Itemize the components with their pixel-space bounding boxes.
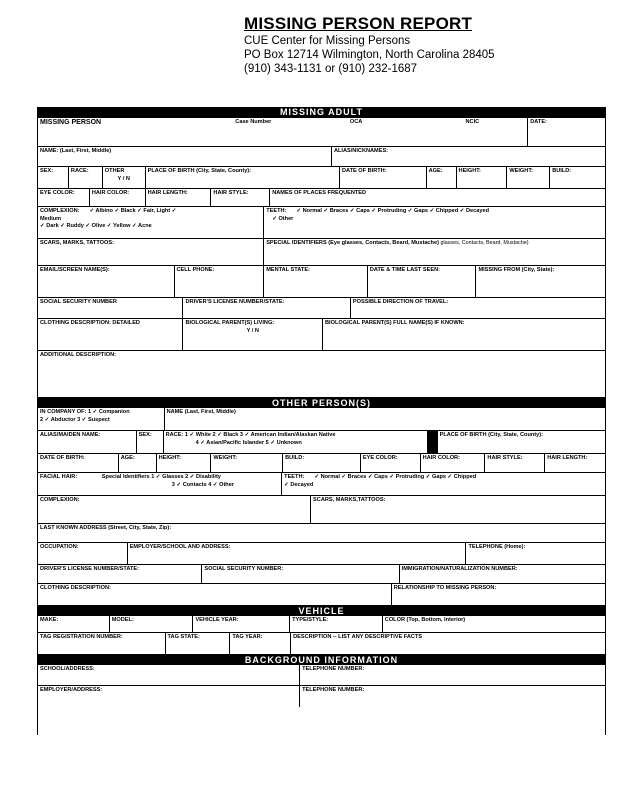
other-race-field[interactable]	[163, 431, 427, 453]
other-drivers-license-field[interactable]: DRIVER'S LICENSE NUMBER/STATE:	[40, 566, 140, 572]
scars-field[interactable]: SCARS, MARKS, TATTOOS:	[40, 240, 114, 246]
oca-field[interactable]: OCA	[349, 119, 363, 125]
in-company-line-1: IN COMPANY OF: 1 ✓ Companion	[40, 409, 130, 415]
ssn-row	[38, 297, 605, 318]
bio-parent-living-label: BIOLOGICAL PARENT(S) LIVING:	[185, 320, 275, 326]
org-phone: (910) 343-1131 or (910) 232-1687	[244, 63, 418, 75]
complexion-label: COMPLEXION:	[40, 208, 80, 214]
divider-bar	[427, 431, 437, 453]
other-teeth-field[interactable]	[281, 473, 605, 495]
other-race-line-2: 4 ✓ Asian/Pacific Islander 5 ✓ Unknown	[195, 439, 302, 446]
ssn-field[interactable]: SOCIAL SECURITY NUMBER	[40, 299, 117, 305]
section-vehicle: VEHICLE	[38, 605, 605, 615]
date-field[interactable]: DATE:	[527, 118, 605, 146]
other-field[interactable]	[102, 167, 145, 188]
eye-hair-row	[38, 188, 605, 206]
bio-parent-living-field[interactable]	[182, 319, 322, 350]
other-special-identifiers-field[interactable]	[100, 473, 281, 495]
other-dob-row	[38, 453, 605, 472]
other-clothing-row	[38, 583, 605, 605]
section-other-persons: OTHER PERSON(S)	[38, 397, 605, 407]
org-name: CUE Center for Missing Persons	[244, 35, 411, 47]
complexion-options-1: ✓ Albino ✓ Black ✓ Fair, Light ✓	[89, 208, 177, 214]
employer-address-field[interactable]: EMPLOYER/ADDRESS:	[40, 687, 103, 693]
school-row	[38, 664, 605, 685]
relationship-field[interactable]: RELATIONSHIP TO MISSING PERSON:	[391, 584, 605, 605]
missing-person-row	[38, 117, 605, 146]
section-missing-adult: MISSING ADULT	[38, 107, 605, 117]
facial-hair-field[interactable]: FACIAL HAIR:	[40, 474, 78, 480]
other-teeth-label: TEETH:	[284, 474, 305, 480]
employer-school-field[interactable]: EMPLOYER/SCHOOL AND ADDRESS:	[127, 543, 466, 564]
facial-hair-row	[38, 472, 605, 495]
additional-description-field[interactable]: ADDITIONAL DESCRIPTION:	[40, 352, 117, 358]
vehicle-description-field[interactable]: DESCRIPTION -- LIST ANY DESCRIPTIVE FACTS	[290, 633, 605, 654]
in-company-row	[38, 407, 605, 430]
make-field[interactable]: MAKE:	[40, 617, 59, 623]
tag-state-field[interactable]: TAG STATE:	[165, 633, 230, 654]
age-field[interactable]: AGE:	[426, 167, 456, 188]
tag-year-field[interactable]: TAG YEAR:	[229, 633, 290, 654]
hair-color-field[interactable]: HAIR COLOR:	[89, 189, 145, 206]
in-company-line-2: 2 ✓ Abductor 3 ✓ Suspect	[40, 416, 110, 423]
other-race-line-1: RACE: 1 ✓ White 2 ✓ Black 3 ✓ American Indian/Alaskan Native	[165, 432, 336, 438]
teeth-other: ✓ Other	[272, 215, 294, 222]
last-address-field[interactable]: LAST KNOWN ADDRESS (Street, City, State, Zip):	[40, 525, 172, 531]
missing-from-field[interactable]: MISSING FROM (City, State):	[475, 266, 605, 297]
email-row	[38, 265, 605, 297]
alias-race-row	[38, 430, 605, 453]
sex-field[interactable]: SEX:	[40, 168, 54, 174]
mental-state-field[interactable]: MENTAL STATE:	[263, 266, 367, 297]
other-label: OTHER	[104, 168, 125, 174]
hair-length-field[interactable]: HAIR LENGTH:	[145, 189, 211, 206]
type-style-field[interactable]: TYPE/STYLE:	[289, 616, 382, 632]
report-title: MISSING PERSON REPORT	[244, 14, 473, 33]
vehicle-color-field[interactable]: COLOR (Top, Bottom, Interior)	[382, 616, 605, 632]
clothing-field[interactable]: CLOTHING DESCRIPTION: DETAILED	[40, 320, 140, 326]
other-alias-field[interactable]: ALIAS/MAIDEN NAME:	[40, 432, 101, 438]
last-address-row	[38, 523, 605, 542]
other-hair-style-field[interactable]: HAIR STYLE:	[484, 454, 544, 472]
weight-field[interactable]: WEIGHT:	[506, 167, 549, 188]
missing-person-label: MISSING PERSON	[40, 119, 102, 126]
direction-of-travel-field[interactable]: POSSIBLE DIRECTION OF TRAVEL:	[350, 298, 605, 318]
other-teeth-options: ✓ Normal ✓ Braces ✓ Caps ✓ Protruding ✓ Gaps ✓ Chipped	[314, 474, 477, 480]
special-identifiers-field[interactable]	[263, 239, 605, 265]
other-hair-color-field[interactable]: HAIR COLOR:	[420, 454, 485, 472]
eye-color-field[interactable]: EYE COLOR:	[40, 190, 75, 196]
dob-field[interactable]: DATE OF BIRTH:	[339, 167, 426, 188]
other-height-field[interactable]: HEIGHT:	[156, 454, 211, 472]
scars-row	[38, 238, 605, 265]
vehicle-row-2	[38, 632, 605, 654]
other-complexion-row	[38, 495, 605, 523]
employer-row	[38, 685, 605, 707]
other-dob-field[interactable]: DATE OF BIRTH:	[40, 455, 85, 461]
complexion-field[interactable]	[38, 207, 263, 238]
other-dl-row	[38, 564, 605, 583]
other-eye-color-field[interactable]: EYE COLOR:	[360, 454, 420, 472]
other-age-field[interactable]: AGE:	[118, 454, 156, 472]
clothing-row	[38, 318, 605, 350]
model-field[interactable]: MODEL:	[109, 616, 193, 632]
occupation-field[interactable]: OCCUPATION:	[40, 544, 79, 550]
bio-parent-living-yn: Y / N	[246, 327, 259, 334]
other-clothing-field[interactable]: CLOTHING DESCRIPTION:	[40, 585, 111, 591]
section-background: BACKGROUND INFORMATION	[38, 654, 605, 664]
vehicle-row-1	[38, 615, 605, 632]
other-sex-field[interactable]: SEX:	[136, 431, 163, 453]
report-form	[37, 107, 606, 735]
immigration-number-field[interactable]: IMMIGRATION/NATURALIZATION NUMBER:	[399, 565, 605, 583]
other-hair-length-field[interactable]: HAIR LENGTH:	[544, 454, 605, 472]
employer-telephone-field[interactable]: TELEPHONE NUMBER:	[299, 686, 605, 707]
name-field[interactable]: NAME: (Last, First, Middle)	[40, 148, 112, 154]
other-yn: Y / N	[117, 175, 130, 182]
teeth-options: ✓ Normal ✓ Braces ✓ Caps ✓ Protruding ✓ Gaps ✓ Chipped ✓ Decayed	[296, 208, 489, 214]
additional-row	[38, 350, 605, 397]
school-telephone-field[interactable]: TELEPHONE NUMBER:	[299, 665, 605, 685]
date-time-last-seen-field[interactable]: DATE & TIME LAST SEEN:	[367, 266, 476, 297]
complexion-medium: Medium	[40, 215, 62, 222]
other-scars-field[interactable]: SCARS, MARKS,TATTOOS:	[310, 496, 605, 523]
hair-style-field[interactable]: HAIR STYLE:	[210, 189, 269, 206]
other-special-identifiers-line-2: 3 ✓ Contacts 4 ✓ Other	[171, 481, 235, 488]
ncic-field[interactable]: NCIC	[465, 119, 480, 125]
bio-parent-name-field[interactable]: BIOLOGICAL PARENT(S) FULL NAME(S) IF KNOWN:	[322, 319, 605, 350]
complexion-teeth-row	[38, 206, 605, 238]
drivers-license-field[interactable]: DRIVER'S LICENSE NUMBER/STATE:	[182, 298, 349, 318]
school-address-field[interactable]: SCHOOL/ADDRESS:	[40, 666, 95, 672]
in-company-field[interactable]	[38, 408, 164, 430]
name-row	[38, 146, 605, 166]
teeth-label: TEETH:	[266, 208, 287, 214]
other-ssn-field[interactable]: SOCIAL SECURITY NUMBER:	[201, 565, 398, 583]
org-address: PO Box 12714 Wilmington, North Carolina 28405	[244, 49, 495, 61]
height-field[interactable]: HEIGHT:	[456, 167, 507, 188]
other-complexion-field[interactable]: COMPLEXION:	[40, 497, 80, 503]
vehicle-year-field[interactable]: VEHICLE YEAR:	[192, 616, 289, 632]
other-name-field[interactable]: NAME (Last, First, Middle)	[164, 408, 605, 430]
place-of-birth-field[interactable]: PLACE OF BIRTH (City, State, County):	[145, 167, 339, 188]
build-field[interactable]: BUILD:	[549, 167, 605, 188]
alias-field[interactable]: ALIAS/NICKNAMES:	[331, 147, 605, 166]
other-special-identifiers-line-1: Special Identifiers 1 ✓ Glasses 2 ✓ Disability	[101, 474, 221, 480]
other-weight-field[interactable]: WEIGHT:	[210, 454, 282, 472]
other-place-of-birth-field[interactable]: PLACE OF BIRTH (City, State, County):	[437, 431, 605, 453]
sex-race-row	[38, 166, 605, 188]
special-identifiers-label: SPECIAL IDENTIFIERS (Eye glasses, Contacts, Beard, Mustache)	[266, 240, 439, 246]
special-identifiers-extra: glasses, Contacts, Beard, Mustache)	[440, 240, 529, 246]
case-number-field[interactable]: Case Number	[235, 119, 272, 125]
telephone-home-field[interactable]: TELEPHONE (Home):	[465, 543, 605, 564]
other-teeth-decayed: ✓ Decayed	[284, 481, 314, 488]
occupation-row	[38, 542, 605, 564]
cell-phone-field[interactable]: CELL PHONE:	[174, 266, 264, 297]
email-field[interactable]: EMAIL/SCREEN NAME(S):	[40, 267, 110, 273]
places-frequented-field[interactable]: NAMES OF PLACES FREQUENTED	[269, 189, 605, 206]
tag-registration-field[interactable]: TAG REGISTRATION NUMBER:	[40, 634, 123, 640]
race-field[interactable]: RACE:	[68, 167, 102, 188]
complexion-options-2: ✓ Dark ✓ Ruddy ✓ Olive ✓ Yellow ✓ Acne	[40, 223, 152, 229]
other-build-field[interactable]: BUILD:	[282, 454, 360, 472]
teeth-field[interactable]	[263, 207, 605, 238]
report-header	[244, 14, 584, 76]
